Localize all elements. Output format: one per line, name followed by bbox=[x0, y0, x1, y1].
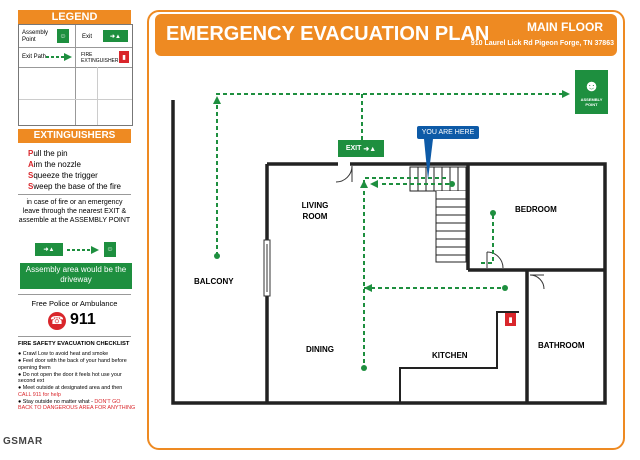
pass-step: Sweep the base of the fire bbox=[28, 182, 121, 191]
address: 910 Laurel Lick Rd Pigeon Forge, TN 37863 bbox=[470, 40, 614, 47]
room-bathroom: BATHROOM bbox=[538, 341, 585, 350]
assembly-point-label: ASSEMBLY POINT bbox=[580, 97, 603, 107]
legend-exit-label: Exit bbox=[82, 34, 93, 40]
exit-sign bbox=[338, 140, 384, 157]
assembly-banner: Assembly area would be the driveway bbox=[20, 263, 132, 289]
floor-label: MAIN FLOOR bbox=[527, 20, 603, 34]
checklist-item: ● Meet outside at designated area and then CALL 911 for help bbox=[18, 385, 123, 398]
fire-extinguisher-icon: ▮ bbox=[119, 51, 129, 63]
legend-exit-path-label: Exit Path bbox=[22, 54, 47, 60]
emergency-caption: Free Police or Ambulance bbox=[31, 299, 118, 308]
doors bbox=[264, 166, 544, 296]
exit-sign-icon: ➜▲ bbox=[35, 243, 63, 256]
pass-step: Squeeze the trigger bbox=[28, 171, 98, 180]
legend-extinguisher-label: FIRE EXTINGUISHER bbox=[81, 52, 119, 64]
pass-step: Pull the pin bbox=[28, 149, 68, 158]
assembly-point-icon: ☻ bbox=[583, 78, 600, 95]
checklist-item: ● Do not open the door it feels hot use your second ext bbox=[18, 371, 122, 385]
legend-assembly-label: Assembly Point bbox=[22, 30, 49, 43]
emergency-number: 911 bbox=[70, 311, 96, 328]
checklist-title: FIRE SAFETY EVACUATION CHECKLIST bbox=[18, 341, 130, 347]
assembly-point-icon: ☺ bbox=[104, 242, 116, 257]
checklist-item: ● Feel door with the back of your hand before opening them bbox=[18, 358, 127, 371]
evacuation-path bbox=[217, 94, 566, 368]
room-living-room: LIVING ROOM bbox=[301, 201, 329, 221]
room-bedroom: BEDROOM bbox=[515, 205, 557, 214]
legend-title: LEGEND bbox=[18, 10, 131, 24]
phone-icon: ☎ bbox=[48, 312, 66, 330]
watermark: GSMAR bbox=[3, 436, 43, 447]
room-kitchen: KITCHEN bbox=[432, 351, 468, 360]
extinguishers-title: EXTINGUISHERS bbox=[18, 129, 131, 143]
fire-extinguisher-icon: ▮ bbox=[505, 313, 516, 326]
room-balcony: BALCONY bbox=[194, 277, 234, 286]
assembly-point-sign bbox=[575, 70, 608, 114]
plan-title: EMERGENCY EVACUATION PLAN bbox=[166, 23, 490, 45]
room-dining: DINING bbox=[306, 345, 334, 354]
exit-sign-label: EXIT bbox=[345, 145, 362, 152]
you-are-here-badge: YOU ARE HERE bbox=[417, 126, 479, 139]
pass-step: Aim the nozzle bbox=[28, 160, 81, 169]
emergency-instruction: in case of fire or an emergency leave through the nearest EXIT & assemble at the ASSEMBLY POINT bbox=[18, 199, 131, 224]
walls bbox=[173, 100, 605, 403]
checklist-item: ● Crawl Low to avoid heat and smoke bbox=[18, 351, 109, 357]
assembly-point-icon: ☺ bbox=[57, 29, 69, 43]
exit-sign-icon: ➜▲ bbox=[103, 30, 128, 42]
exit-arrow-icon: ➜▲ bbox=[363, 145, 377, 153]
checklist-item: ● Stay outside no matter what - DON'T GO BACK TO DANGEROUS AREA FOR ANYTHING bbox=[18, 399, 136, 412]
